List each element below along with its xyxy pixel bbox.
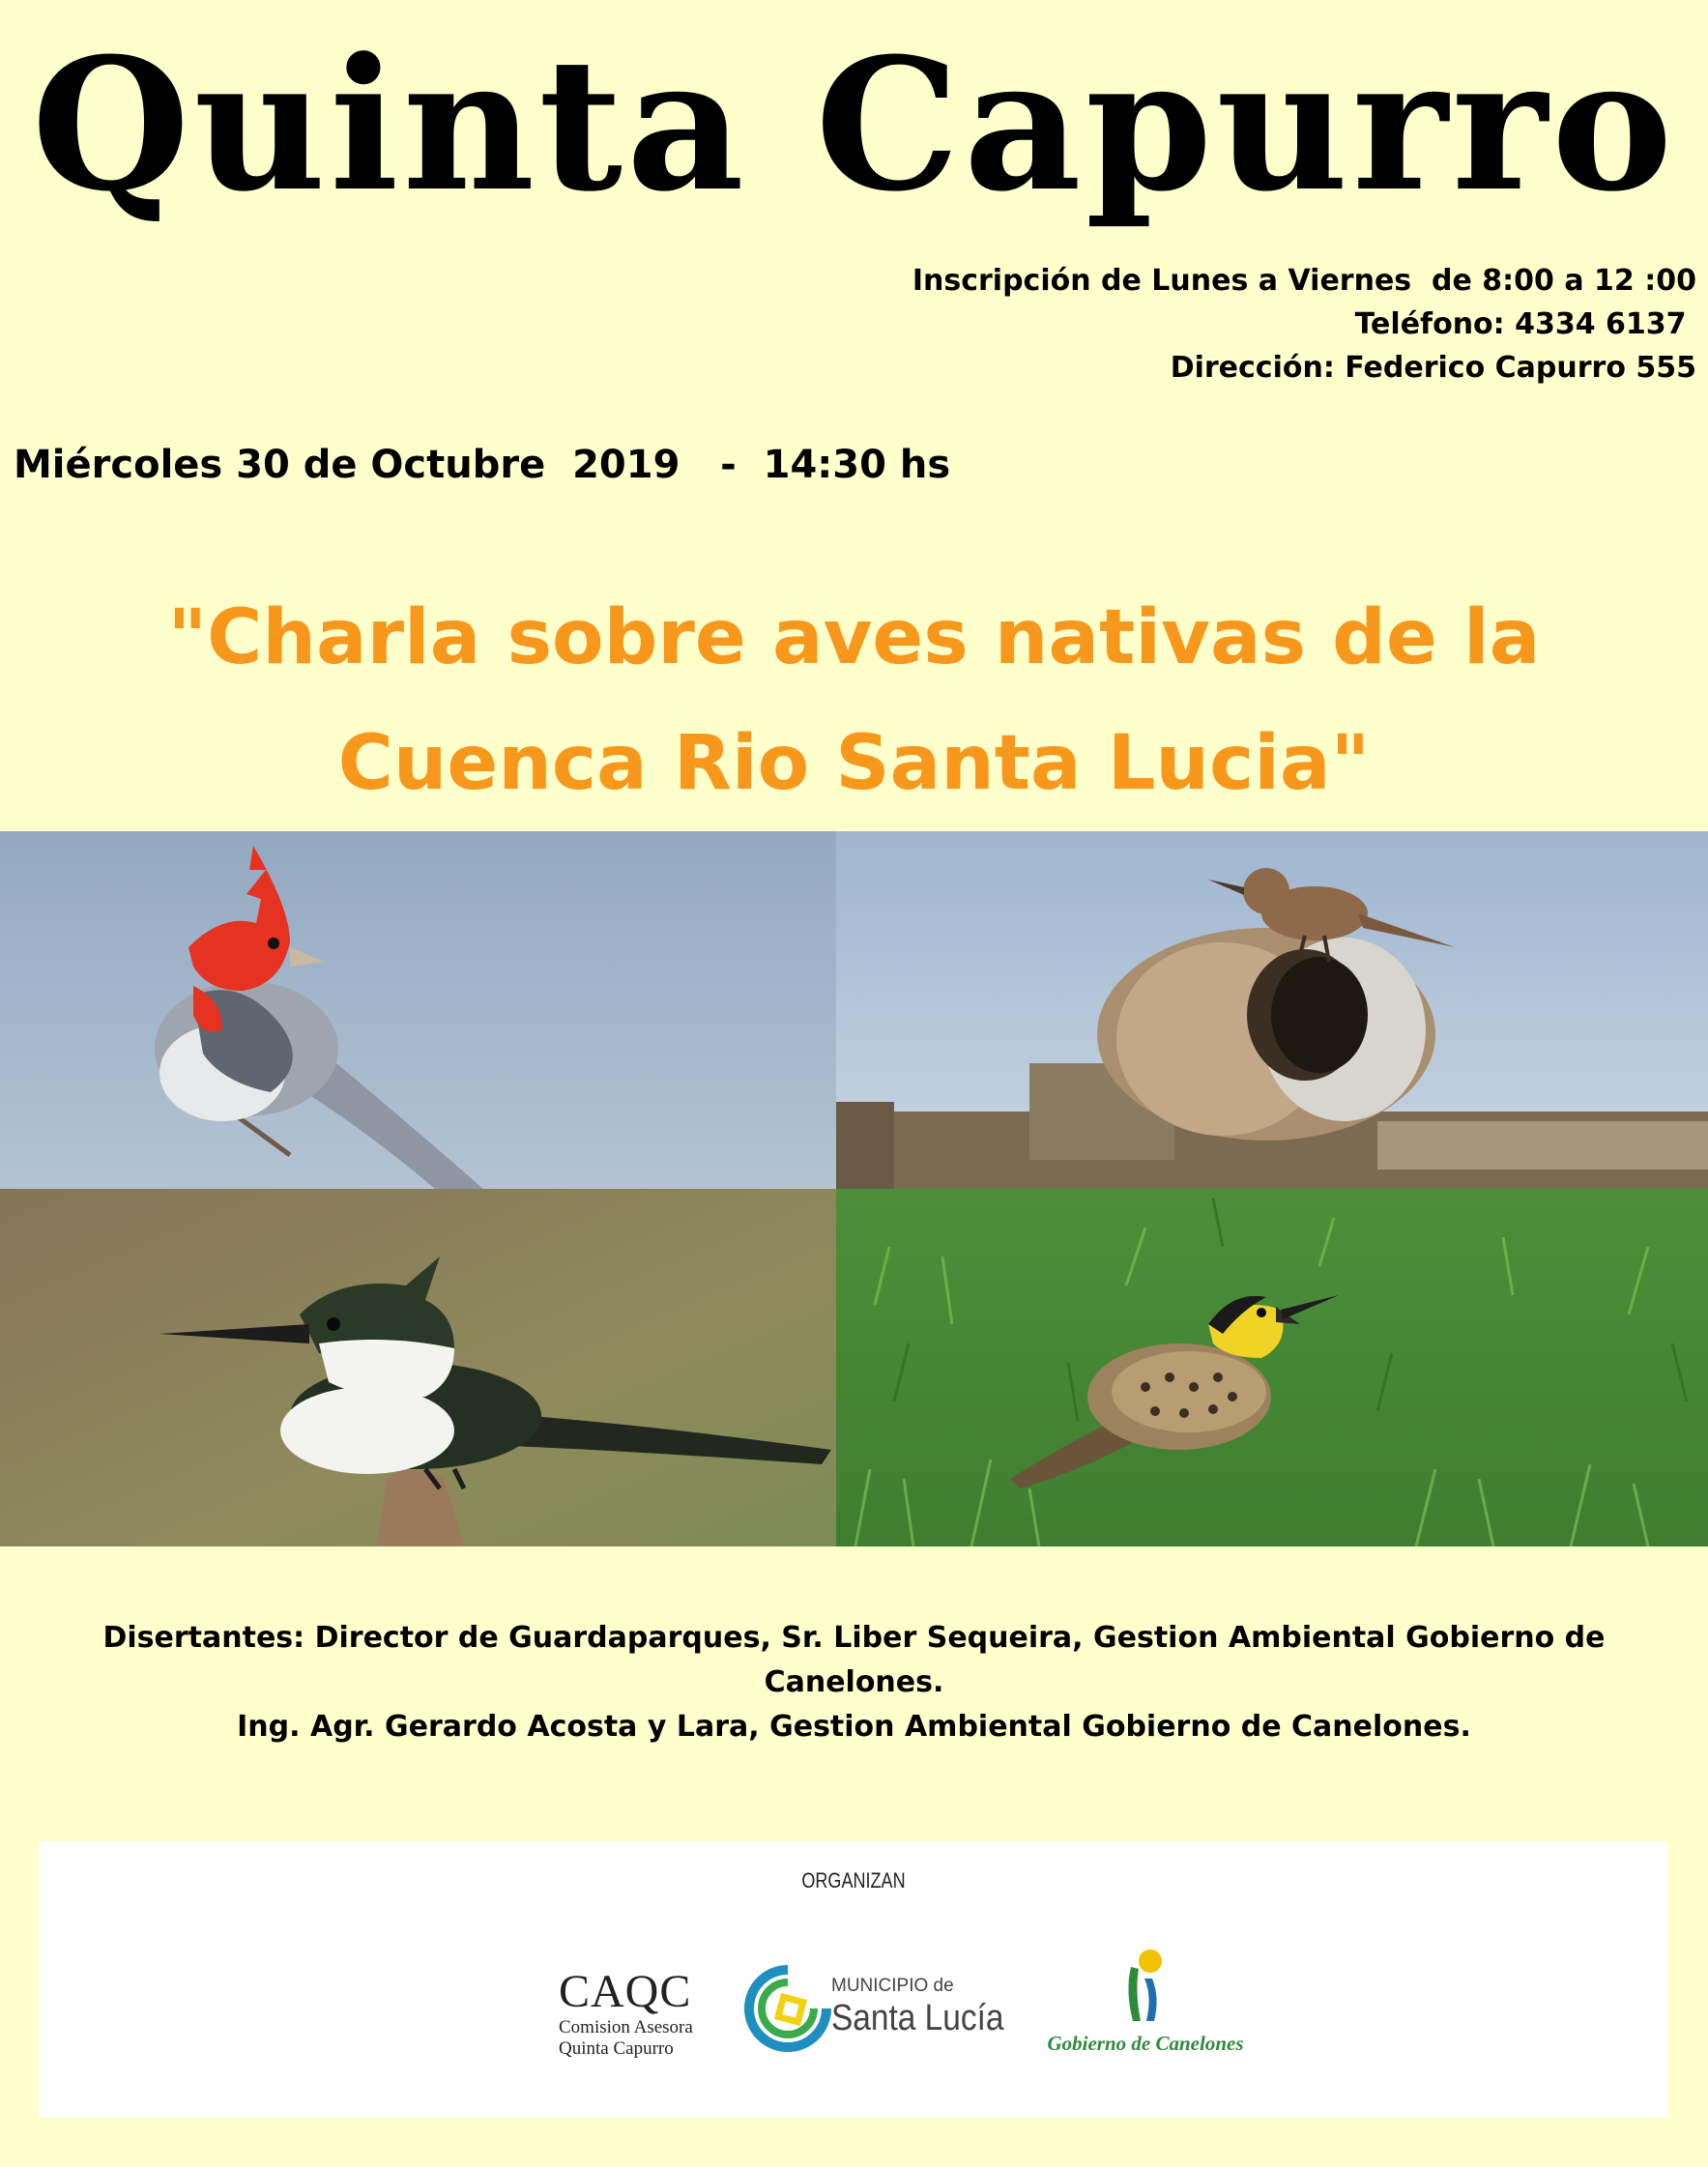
speaker-2: Ing. Agr. Gerardo Acosta y Lara, Gestion Ambiental Gobierno de Canelones.: [237, 1710, 1471, 1744]
gobierno-canelones-logo: [1029, 1948, 1261, 2056]
talk-title-line-1: "Charla sobre aves nativas de la: [167, 594, 1541, 681]
cardinal-photo: [0, 831, 836, 1189]
registration-hours: Inscripción de Lunes a Viernes de 8:00 a 12 :00: [912, 264, 1696, 298]
registration-info: [912, 259, 1696, 390]
kingfisher-photo: [0, 1189, 836, 1546]
municipio-line-1: MUNICIPIO de: [831, 1976, 954, 1996]
caqc-logo: [559, 1967, 693, 2060]
caqc-abbreviation: CAQC: [559, 1966, 692, 2017]
bird-photo-grid: [0, 831, 1708, 1546]
organizers-footer: [39, 1841, 1668, 2118]
event-date: Miércoles 30 de Octubre 2019 - 14:30 hs: [14, 443, 951, 487]
phone-number: Teléfono: 4334 6137: [1354, 307, 1696, 341]
talk-title: [0, 575, 1708, 826]
speakers-list: [39, 1616, 1669, 1749]
address: Dirección: Federico Capurro 555: [1170, 351, 1696, 385]
municipio-line-2: Santa Lucía: [831, 1998, 1004, 2038]
gobierno-emblem-icon: [1123, 1948, 1168, 2025]
caqc-line-1: Comision Asesora: [559, 2017, 693, 2037]
speaker-1: Disertantes: Director de Guardaparques, Sr. Liber Sequeira, Gestion Ambiental Gobierno de Canelones.: [102, 1621, 1606, 1699]
woodpecker-photo: [836, 1189, 1708, 1546]
organizers-heading: ORGANIZAN: [801, 1868, 906, 1893]
municipio-emblem-icon: [744, 1965, 831, 2052]
hornero-photo: [836, 831, 1708, 1189]
caqc-line-2: Quinta Capurro: [559, 2038, 674, 2059]
gobierno-label: Gobierno de Canelones: [1047, 2032, 1244, 2055]
talk-title-line-2: Cuenca Rio Santa Lucia": [337, 720, 1371, 807]
poster-title: Quinta Capurro: [31, 18, 1677, 232]
